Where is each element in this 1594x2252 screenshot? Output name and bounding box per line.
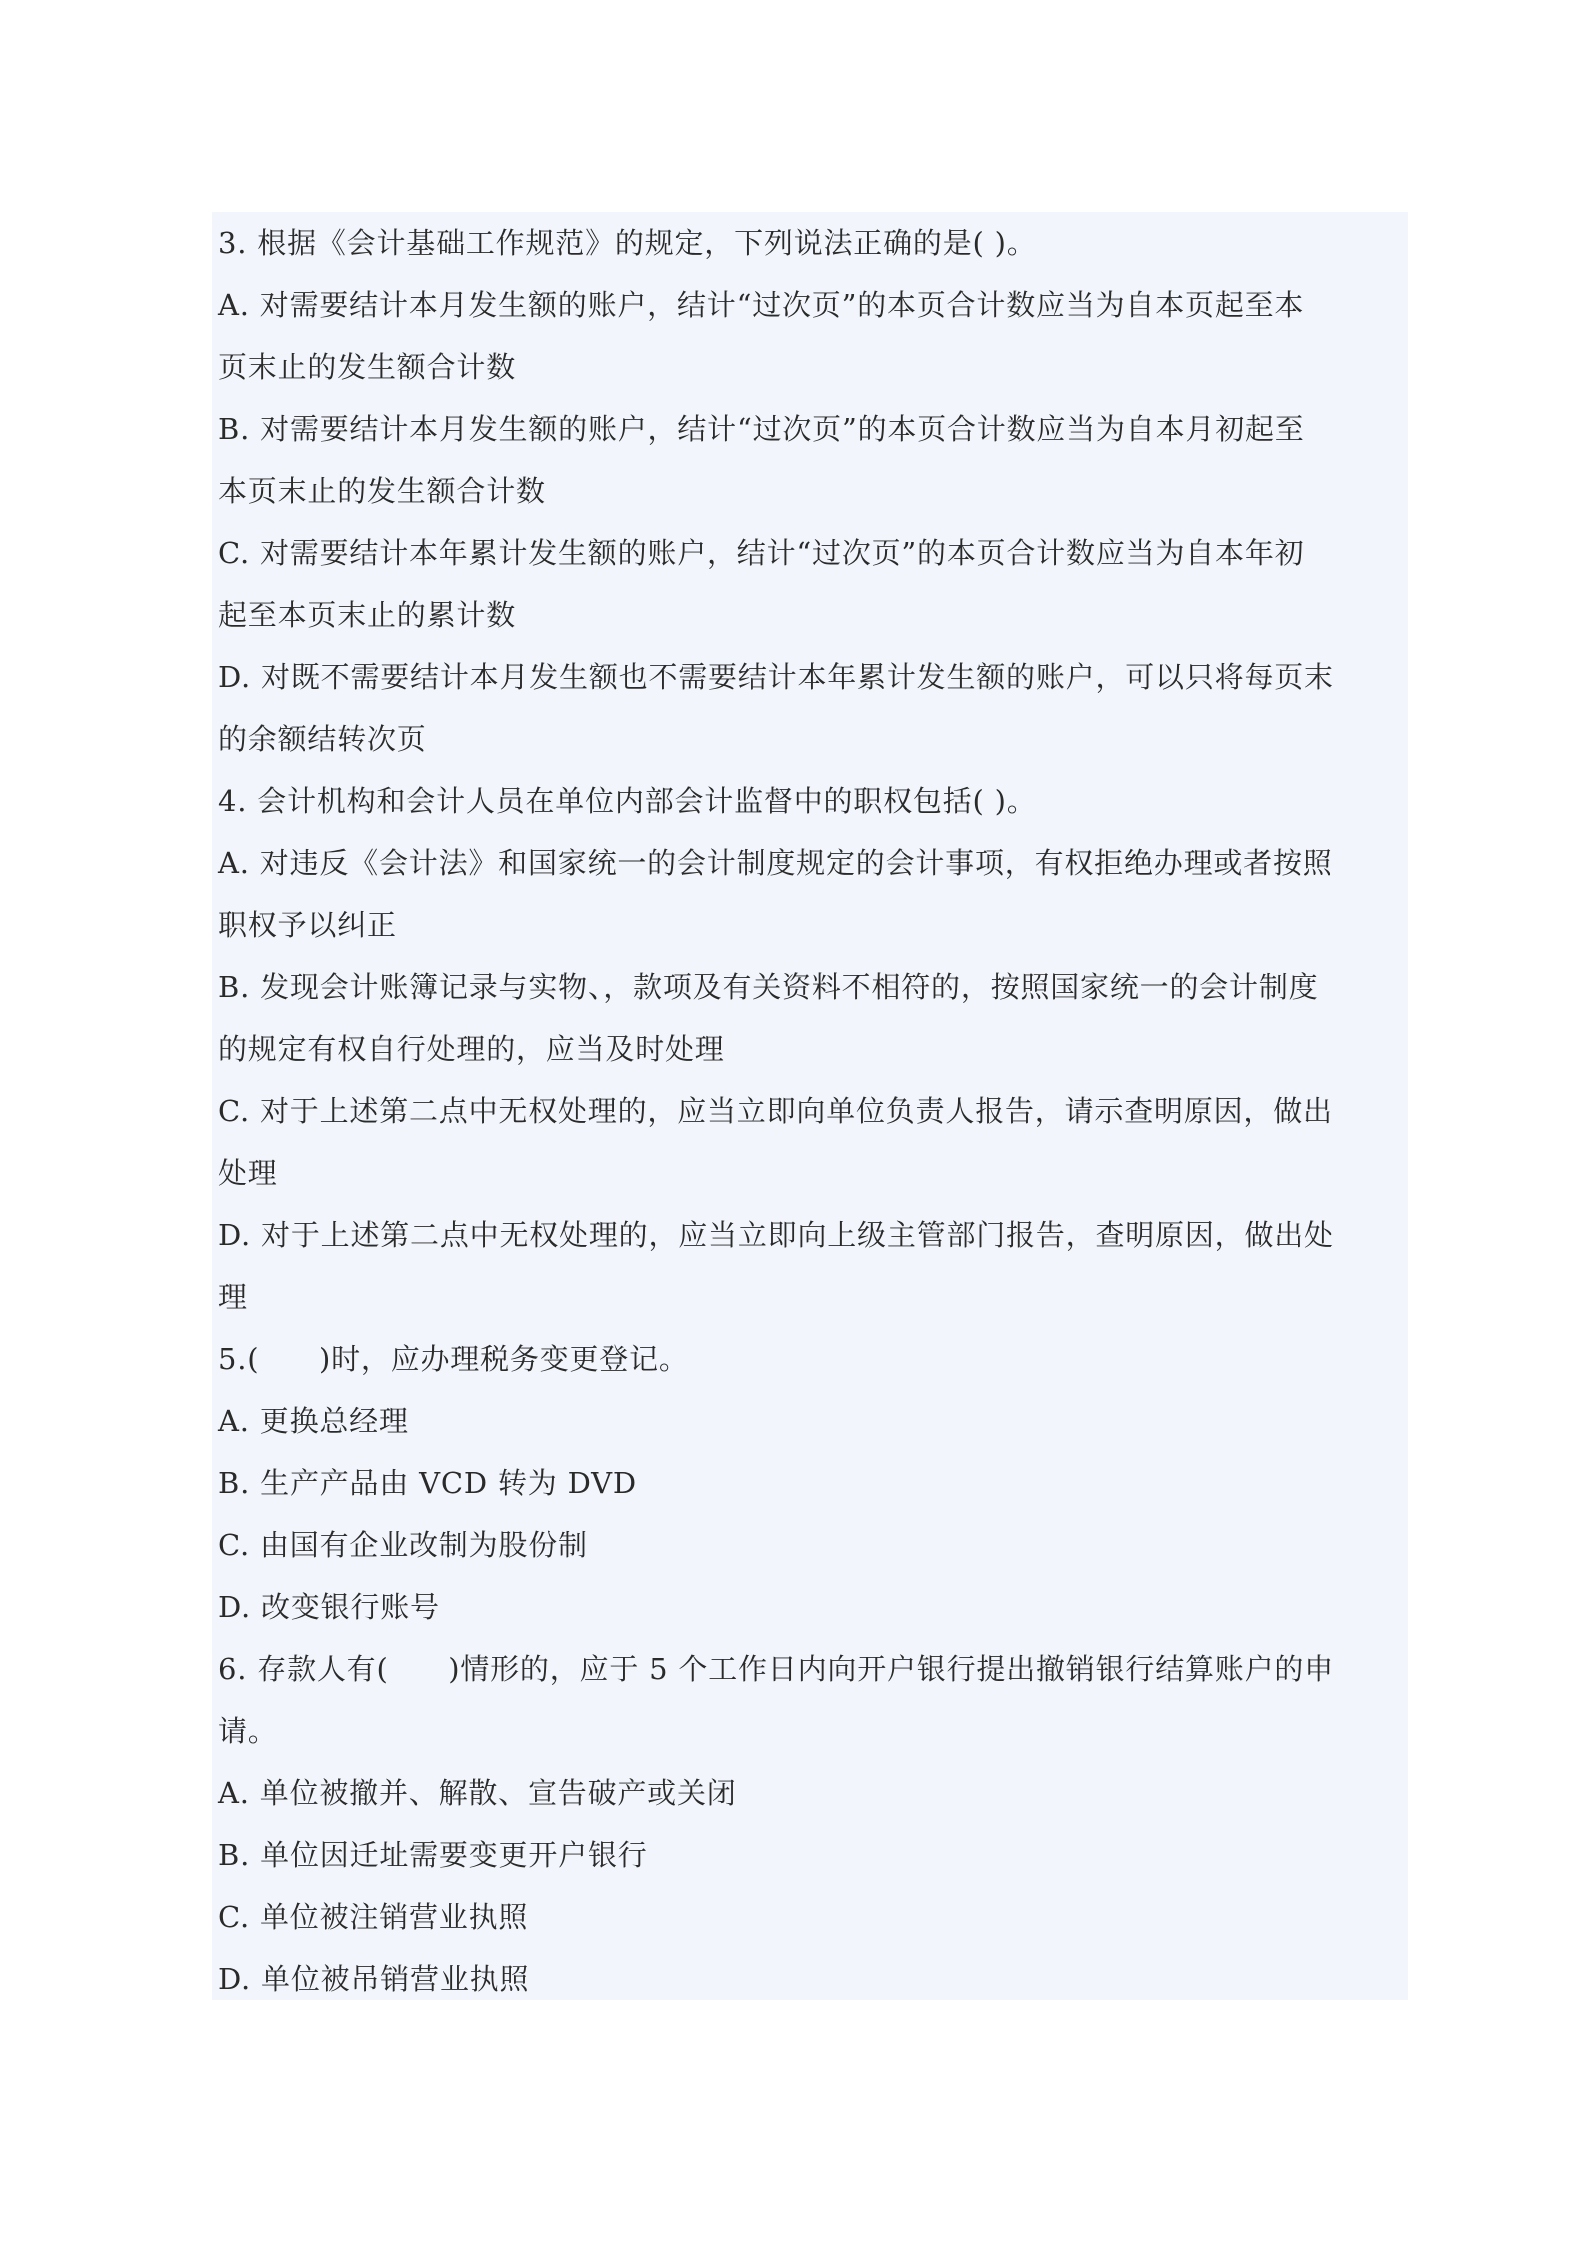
question-6-option-c: C. 单位被注销营业执照 (218, 1900, 529, 1934)
question-3-option-a: A. 对需要结计本月发生额的账户，结计“过次页”的本页合计数应当为自本页起至本 (218, 288, 1305, 322)
question-5-option-b: B. 生产产品由 VCD 转为 DVD (218, 1466, 637, 1500)
question-5-option-c: C. 由国有企业改制为股份制 (218, 1528, 588, 1562)
question-4-option-b: B. 发现会计账簿记录与实物、，款项及有关资料不相符的，按照国家统一的会计制度 (218, 970, 1319, 1004)
question-3-option-c-cont: 起至本页末止的累计数 (218, 598, 517, 632)
question-3-option-b: B. 对需要结计本月发生额的账户，结计“过次页”的本页合计数应当为自本月初起至 (218, 412, 1305, 446)
question-4-option-a-cont: 职权予以纠正 (218, 908, 397, 942)
question-3-stem: 3. 根据《会计基础工作规范》的规定，下列说法正确的是( )。 (218, 226, 1037, 260)
question-3-option-b-cont: 本页末止的发生额合计数 (218, 474, 546, 508)
question-6-stem-cont: 请。 (218, 1714, 278, 1748)
question-5-option-a: A. 更换总经理 (218, 1404, 409, 1438)
question-6-option-b: B. 单位因迁址需要变更开户银行 (218, 1838, 648, 1872)
question-4-option-c-cont: 处理 (218, 1156, 278, 1190)
question-panel (212, 212, 1408, 2000)
question-4-option-d-cont: 理 (218, 1280, 248, 1314)
question-5-stem: 5.( )时，应办理税务变更登记。 (218, 1342, 689, 1376)
question-3-option-d-cont: 的余额结转次页 (218, 722, 427, 756)
question-3-option-d: D. 对既不需要结计本月发生额也不需要结计本年累计发生额的账户，可以只将每页末 (218, 660, 1334, 694)
question-6-stem: 6. 存款人有( )情形的，应于 5 个工作日内向开户银行提出撤销银行结算账户的申 (218, 1652, 1335, 1686)
question-6-option-d: D. 单位被吊销营业执照 (218, 1962, 530, 1996)
question-3-option-a-cont: 页末止的发生额合计数 (218, 350, 517, 384)
question-5-option-d: D. 改变银行账号 (218, 1590, 440, 1624)
question-4-stem: 4. 会计机构和会计人员在单位内部会计监督中的职权包括( )。 (218, 784, 1037, 818)
question-4-option-a: A. 对违反《会计法》和国家统一的会计制度规定的会计事项，有权拒绝办理或者按照 (218, 846, 1333, 880)
question-3-option-c: C. 对需要结计本年累计发生额的账户，结计“过次页”的本页合计数应当为自本年初 (218, 536, 1305, 570)
question-4-option-b-cont: 的规定有权自行处理的，应当及时处理 (218, 1032, 725, 1066)
question-4-option-c: C. 对于上述第二点中无权处理的，应当立即向单位负责人报告，请示查明原因，做出 (218, 1094, 1333, 1128)
question-4-option-d: D. 对于上述第二点中无权处理的，应当立即向上级主管部门报告，查明原因，做出处 (218, 1218, 1334, 1252)
question-6-option-a: A. 单位被撤并、解散、宣告破产或关闭 (218, 1776, 737, 1810)
